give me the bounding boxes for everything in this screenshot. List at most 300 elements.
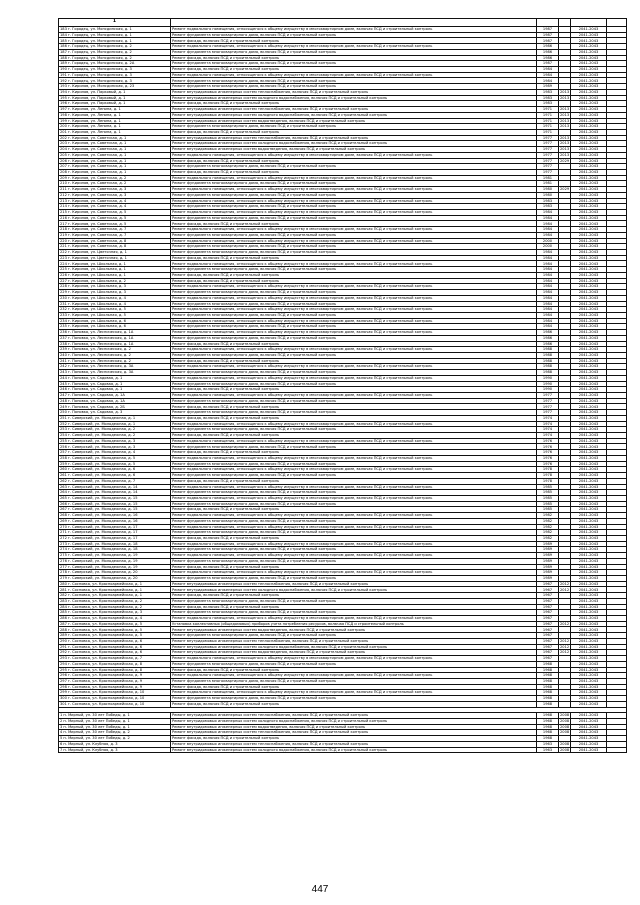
work-type-cell: Ремонт подвального помещения, относящегося к общему имуществу в многоквартирном доме, включая ПСД и строительный контроль — [171, 187, 537, 193]
header-cell-2 — [171, 19, 537, 27]
planned-period-cell: 2041-2043 — [571, 352, 607, 358]
work-type-cell: Ремонт фасада, включая ПСД и строительный контроль — [171, 535, 537, 541]
year-built-cell: 1987 — [537, 32, 559, 38]
work-type-cell: Ремонт фундамента многоквартирного дома, включая ПСД и строительный контроль — [171, 696, 537, 702]
address-cell: 3 п. Мирный, ул. 30 лет Победы, д. 1 — [59, 724, 171, 730]
address-cell: 203 г. Кирилов, ул. Советская, д. 1 — [59, 141, 171, 147]
work-type-cell: Ремонт фасада, включая ПСД и строительный контроль — [171, 358, 537, 364]
year-built-cell: 1974 — [537, 421, 559, 427]
planned-period-cell: 2041-2043 — [571, 318, 607, 324]
year-built-cell: 1984 — [537, 290, 559, 296]
planned-period-cell: 2041-2043 — [571, 478, 607, 484]
address-cell: 194 г. Кирилов, ул. Парковый, д. 1 — [59, 89, 171, 95]
year-built-cell: 1988 — [537, 358, 559, 364]
planned-period-cell: 2041-2043 — [571, 490, 607, 496]
address-cell: 227 г. Кирилов, ул. Школьная, д. 2 — [59, 278, 171, 284]
year-built-cell: 1967 — [537, 587, 559, 593]
planned-period-cell: 2041-2043 — [571, 501, 607, 507]
year-built-cell: 1963 — [537, 741, 559, 747]
planned-period-cell: 2041-2043 — [571, 370, 607, 376]
address-cell: 195 г. Кирилов, ул. Парковый, д. 1 — [59, 95, 171, 101]
year-built-cell: 1988 — [537, 347, 559, 353]
work-type-cell: Ремонт фасада, включая ПСД и строительный контроль — [171, 415, 537, 421]
work-type-cell: Ремонт внутридомовых инженерных систем холодного водоснабжения, включая ПСД и строительный контроль — [171, 718, 537, 724]
year-built-cell: 1967 — [537, 656, 559, 662]
address-cell: 220 г. Кирилов, ул. Советская, д. 8 — [59, 238, 171, 244]
address-cell: 274 г. Сиверский, ул. Молодежная, д. 18 — [59, 547, 171, 553]
address-cell: 190 г. Городец, ул. Мопсдинская, д. 3 — [59, 67, 171, 73]
year-built-cell: 1968 — [537, 713, 559, 719]
planned-period-cell: 2041-2043 — [571, 358, 607, 364]
planned-period-cell: 2041-2043 — [571, 558, 607, 564]
planned-period-cell: 2041-2043 — [571, 55, 607, 61]
address-cell: 295 г. Сосновка, ул. Красноармейская, д. 8 — [59, 667, 171, 673]
address-cell: 6 п. Мирный, ул. Клубная, д. 3 — [59, 741, 171, 747]
address-cell: 266 г. Сиверский, ул. Молодежная, д. 15 — [59, 501, 171, 507]
work-type-cell: Ремонт фасада, включая ПСД и строительный контроль — [171, 450, 537, 456]
planned-period-cell: 2041-2043 — [571, 198, 607, 204]
year-built-cell: 1977 — [537, 141, 559, 147]
header-cell-3 — [537, 19, 559, 27]
work-type-cell: Ремонт фундамента многоквартирного дома, включая ПСД и строительный контроль — [171, 661, 537, 667]
work-type-cell: Ремонт фундамента многоквартирного дома, включая ПСД и строительный контроль — [171, 232, 537, 238]
address-cell: 234 г. Кирилов, ул. Школьная, д. 6 — [59, 318, 171, 324]
year-built-cell: 1977 — [537, 404, 559, 410]
planned-period-cell: 2041-2043 — [571, 433, 607, 439]
year-built-cell: 1982 — [537, 518, 559, 524]
year-built-cell: 1976 — [537, 438, 559, 444]
work-type-cell: Ремонт фасада, включая ПСД и строительный контроль — [171, 667, 537, 673]
last-repair-cell: 2013 — [560, 147, 570, 152]
work-type-cell: Ремонт фасада, включая ПСД и строительный контроль — [171, 736, 537, 742]
year-built-cell: 1977 — [537, 135, 559, 141]
last-repair-cell: 2012 — [560, 650, 570, 655]
address-cell: 264 г. Сиверский, ул. Молодежная, д. 14 — [59, 490, 171, 496]
year-built-cell: 1989 — [537, 547, 559, 553]
address-cell: 199 г. Кирилов, ул. Ленина, д. 1 — [59, 118, 171, 124]
last-repair-cell: 2008 — [560, 719, 570, 724]
work-type-cell: Ремонт фундамента многоквартирного дома, включая ПСД и строительный контроль — [171, 530, 537, 536]
work-type-cell: Ремонт подвального помещения, относящегося к общему имуществу в многоквартирном доме, включая ПСД и строительный контроль — [171, 375, 537, 381]
year-built-cell: 1974 — [537, 427, 559, 433]
work-type-cell: Ремонт фундамента многоквартирного дома, включая ПСД и строительный контроль — [171, 610, 537, 616]
planned-period-cell: 2041-2043 — [571, 627, 607, 633]
work-type-cell: Ремонт подвального помещения, относящегося к общему имуществу в многоквартирном доме, включая ПСД и строительный контроль — [171, 690, 537, 696]
work-type-cell: Ремонт подвального помещения, относящегося к общему имуществу в многоквартирном доме, включая ПСД и строительный контроль — [171, 330, 537, 336]
planned-period-cell: 2041-2043 — [571, 696, 607, 702]
work-type-cell: Ремонт подвального помещения, относящегося к общему имуществу в многоквартирном доме, включая ПСД и строительный контроль — [171, 467, 537, 473]
year-built-cell: 1974 — [537, 415, 559, 421]
address-cell: 250 г. Поповка, ул. Садовая, д. 3 — [59, 410, 171, 416]
planned-period-cell: 2041-2043 — [571, 650, 607, 656]
work-type-cell: Ремонт фасада, включая ПСД и строительный контроль — [171, 38, 537, 44]
planned-period-cell: 2041-2043 — [571, 718, 607, 724]
year-built-cell: 1971 — [537, 107, 559, 113]
last-repair-cell: 2029 — [560, 187, 570, 192]
header-cell-1: 1 — [59, 19, 171, 27]
year-built-cell: 1984 — [537, 232, 559, 238]
year-built-cell: 1976 — [537, 444, 559, 450]
work-type-cell: Ремонт внутридомовых инженерных систем водоотведения, включая ПСД и строительный контроль — [171, 627, 537, 633]
year-built-cell: 1968 — [537, 696, 559, 702]
planned-period-cell: 2041-2043 — [571, 101, 607, 107]
planned-period-cell: 2041-2043 — [571, 210, 607, 216]
work-type-cell: Ремонт фасада, включая ПСД и строительный контроль — [171, 604, 537, 610]
work-type-cell: Ремонт подвального помещения, относящегося к общему имуществу в многоквартирном доме, включая ПСД и строительный контроль — [171, 421, 537, 427]
planned-period-cell: 2041-2043 — [571, 267, 607, 273]
planned-period-cell: 2041-2043 — [571, 112, 607, 118]
address-cell: 7 п. Мирный, ул. Клубная, д. 3 — [59, 747, 171, 753]
work-type-cell: Ремонт фундамента многоквартирного дома, включая ПСД и строительный контроль — [171, 370, 537, 376]
year-built-cell: 1984 — [537, 318, 559, 324]
planned-period-cell: 2041-2043 — [571, 667, 607, 673]
address-cell: 242 г. Поповка, ул. Лесническая, д. 3А — [59, 364, 171, 370]
year-built-cell: 1986 — [537, 55, 559, 61]
year-built-cell: 1984 — [537, 250, 559, 256]
address-cell: 289 г. Сосновка, ул. Красноармейская, д. 5 — [59, 633, 171, 639]
year-built-cell: 1984 — [537, 284, 559, 290]
planned-period-cell: 2041-2043 — [571, 610, 607, 616]
address-cell: 197 г. Кирилов, ул. Ленина, д. 1 — [59, 107, 171, 113]
work-type-cell: Ремонт фундамента многоквартирного дома, включая ПСД и строительный контроль — [171, 558, 537, 564]
year-built-cell: 1986 — [537, 341, 559, 347]
work-type-cell: Ремонт фундамента многоквартирного дома, включая ПСД и строительный контроль — [171, 598, 537, 604]
address-cell: 293 г. Сосновка, ул. Красноармейская, д. 7 — [59, 656, 171, 662]
work-type-cell: Ремонт внутридомовых инженерных систем водоотведения, включая ПСД и строительный контроль — [171, 147, 537, 153]
year-built-cell: 1968 — [537, 701, 559, 707]
year-built-cell: 1971 — [537, 112, 559, 118]
work-type-cell: Ремонт подвального помещения, относящегося к общему имуществу в многоквартирном доме, включая ПСД и строительный контроль — [171, 227, 537, 233]
address-cell: 288 г. Сосновка, ул. Красноармейская, д. 5 — [59, 627, 171, 633]
year-built-cell: 1984 — [537, 295, 559, 301]
year-built-cell: 1990 — [537, 387, 559, 393]
planned-period-cell: 2041-2043 — [571, 495, 607, 501]
planned-period-cell: 2041-2043 — [571, 169, 607, 175]
work-type-cell: Ремонт фундамента многоквартирного дома, включая ПСД и строительный контроль — [171, 49, 537, 55]
work-type-cell: Ремонт внутридомовых инженерных систем холодного водоснабжения, включая ПСД и строительный контроль — [171, 95, 537, 101]
year-built-cell: 1968 — [537, 718, 559, 724]
last-repair-cell: 2013 — [560, 118, 570, 123]
address-cell: 193 г. Кирилов, ул. Мопсдинская, д. 23 — [59, 84, 171, 90]
last-repair-cell: 2012 — [560, 587, 570, 592]
address-cell: 205 г. Кирилов, ул. Советская, д. 1 — [59, 152, 171, 158]
planned-period-cell: 2041-2043 — [571, 690, 607, 696]
planned-period-cell: 2041-2043 — [571, 587, 607, 593]
address-cell: 222 г. Кирилов, ул. Цветочная, д. 1 — [59, 250, 171, 256]
address-cell: 204 г. Кирилов, ул. Советская, д. 1 — [59, 147, 171, 153]
work-type-cell: Ремонт внутридомовых инженерных систем теплоснабжения, включая ПСД и строительный контроль — [171, 638, 537, 644]
work-type-cell: Ремонт фундамента многоквартирного дома, включая ПСД и строительный контроль — [171, 204, 537, 210]
table-header-row — [59, 19, 627, 27]
year-built-cell: 1986 — [537, 335, 559, 341]
planned-period-cell: 2041-2043 — [571, 484, 607, 490]
year-built-cell: 1968 — [537, 730, 559, 736]
planned-period-cell: 2041-2043 — [571, 724, 607, 730]
year-built-cell: 1989 — [537, 570, 559, 576]
planned-period-cell: 2041-2043 — [571, 187, 607, 193]
planned-period-cell: 2041-2043 — [571, 129, 607, 135]
year-built-cell: 1989 — [537, 576, 559, 582]
address-cell: 229 г. Кирилов, ул. Школьная, д. 3 — [59, 290, 171, 296]
last-repair-cell: 2008 — [560, 730, 570, 735]
address-cell: 297 г. Сосновка, ул. Красноармейская, д. 9 — [59, 678, 171, 684]
year-built-cell: 1971 — [537, 118, 559, 124]
year-built-cell: 1971 — [537, 124, 559, 130]
year-built-cell: 1985 — [537, 507, 559, 513]
work-type-cell: Ремонт подвального помещения, относящегося к общему имуществу в многоквартирном доме, включая ПСД и строительный контроль — [171, 175, 537, 181]
year-built-cell: 1982 — [537, 535, 559, 541]
address-cell: 238 г. Поповка, ул. Лесническая, д. 1А — [59, 341, 171, 347]
planned-period-cell: 2041-2043 — [571, 747, 607, 753]
year-built-cell: 1986 — [537, 330, 559, 336]
planned-period-cell: 2041-2043 — [571, 444, 607, 450]
work-type-cell: Ремонт подвального помещения, относящегося к общему имуществу в многоквартирном доме, включая ПСД и строительный контроль — [171, 347, 537, 353]
planned-period-cell: 2041-2043 — [571, 713, 607, 719]
planned-period-cell: 2041-2043 — [571, 290, 607, 296]
address-cell: 201 г. Кирилов, ул. Ленина, д. 1 — [59, 129, 171, 135]
planned-period-cell: 2041-2043 — [571, 404, 607, 410]
address-cell: 273 г. Сиверский, ул. Молодежная, д. 18 — [59, 541, 171, 547]
address-cell: 212 г. Кирилов, ул. Советская, д. 3 — [59, 192, 171, 198]
planned-period-cell: 2041-2043 — [571, 84, 607, 90]
planned-period-cell: 2041-2043 — [571, 661, 607, 667]
last-repair-cell: 2013 — [560, 107, 570, 112]
work-type-cell: Ремонт фундамента многоквартирного дома, включая ПСД и строительный контроль — [171, 84, 537, 90]
planned-period-cell: 2041-2043 — [571, 221, 607, 227]
year-built-cell: 1977 — [537, 164, 559, 170]
planned-period-cell: 2041-2043 — [571, 72, 607, 78]
year-built-cell: 1968 — [537, 684, 559, 690]
planned-period-cell: 2041-2043 — [571, 598, 607, 604]
planned-period-cell: 2041-2043 — [571, 250, 607, 256]
planned-period-cell: 2041-2043 — [571, 232, 607, 238]
planned-period-cell: 2041-2043 — [571, 518, 607, 524]
work-type-cell: Ремонт фундамента многоквартирного дома, включая ПСД и строительный контроль — [171, 181, 537, 187]
address-cell: 208 г. Кирилов, ул. Советская, д. 1 — [59, 169, 171, 175]
year-built-cell: 1989 — [537, 553, 559, 559]
work-type-cell: Установка коллективных (общедомовых) приборов учета потребления ресурсов, включая ПСД и строительный контроль — [171, 621, 537, 627]
address-cell: 196 г. Кирилов, ул. Парковый, д. 1 — [59, 101, 171, 107]
planned-period-cell: 2041-2043 — [571, 118, 607, 124]
planned-period-cell: 2041-2043 — [571, 455, 607, 461]
address-cell: 209 г. Кирилов, ул. Советская, д. 2 — [59, 175, 171, 181]
address-cell: 251 г. Сиверский, ул. Молодежная, д. 1 — [59, 415, 171, 421]
address-cell: 257 г. Сиверский, ул. Молодежная, д. 4 — [59, 450, 171, 456]
address-cell: 185 г. Городец, ул. Мопсдинская, д. 1 — [59, 38, 171, 44]
year-built-cell: 1971 — [537, 129, 559, 135]
work-type-cell: Ремонт подвального помещения, относящегося к общему имуществу в многоквартирном доме, включая ПСД и строительный контроль — [171, 541, 537, 547]
address-cell: 299 г. Сосновка, ул. Красноармейская, д. 10 — [59, 690, 171, 696]
work-type-cell: Ремонт подвального помещения, относящегося к общему имуществу в многоквартирном доме, включая ПСД и строительный контроль — [171, 152, 537, 158]
year-built-cell: 1981 — [537, 175, 559, 181]
year-built-cell: 1967 — [537, 627, 559, 633]
work-type-cell: Ремонт фундамента многоквартирного дома, включая ПСД и строительный контроль — [171, 61, 537, 67]
last-repair-cell: 2012 — [560, 621, 570, 626]
work-type-cell: Ремонт фундамента многоквартирного дома, включая ПСД и строительный контроль — [171, 547, 537, 553]
planned-period-cell: 2041-2043 — [571, 684, 607, 690]
work-type-cell: Ремонт подвального помещения, относящегося к общему имуществу в многоквартирном доме, включая ПСД и строительный контроль — [171, 553, 537, 559]
work-type-cell: Ремонт подвального помещения, относящегося к общему имуществу в многоквартирном доме, включая ПСД и строительный контроль — [171, 513, 537, 519]
work-type-cell: Ремонт фасада, включая ПСД и строительный контроль — [171, 507, 537, 513]
planned-period-cell: 2041-2043 — [571, 141, 607, 147]
address-cell: 269 г. Сиверский, ул. Молодежная, д. 16 — [59, 518, 171, 524]
header-cell-6 — [607, 19, 627, 27]
address-cell: 254 г. Сиверский, ул. Молодежная, д. 2 — [59, 433, 171, 439]
year-built-cell: 1967 — [537, 593, 559, 599]
work-type-cell: Ремонт фундамента многоквартирного дома, включая ПСД и строительный контроль — [171, 633, 537, 639]
year-built-cell: 1968 — [537, 667, 559, 673]
planned-period-cell: 2041-2043 — [571, 638, 607, 644]
last-repair-cell: 2013 — [560, 112, 570, 117]
address-cell: 281 г. Сосновка, ул. Красноармейская, д. 1 — [59, 587, 171, 593]
planned-period-cell: 2041-2043 — [571, 61, 607, 67]
address-cell: 189 г. Городец, ул. Мопсдинская, д. 2А — [59, 61, 171, 67]
address-cell: 216 г. Кирилов, ул. Советская, д. 5 — [59, 215, 171, 221]
address-cell: 235 г. Кирилов, ул. Школьная, д. 6 — [59, 324, 171, 330]
year-built-cell: 1984 — [537, 307, 559, 313]
address-cell: 214 г. Кирилов, ул. Советская, д. 4 — [59, 204, 171, 210]
work-type-cell: Ремонт фасада, включая ПСД и строительный контроль — [171, 593, 537, 599]
address-cell: 294 г. Сосновка, ул. Красноармейская, д. 8 — [59, 661, 171, 667]
year-built-cell: 1980 — [537, 192, 559, 198]
year-built-cell: 1982 — [537, 524, 559, 530]
address-cell: 188 г. Городец, ул. Мопсдинская, д. 2 — [59, 55, 171, 61]
year-built-cell: 1984 — [537, 67, 559, 73]
address-cell: 198 г. Кирилов, ул. Ленина, д. 1 — [59, 112, 171, 118]
work-type-cell: Ремонт фундамента многоквартирного дома, включая ПСД и строительный контроль — [171, 324, 537, 330]
year-built-cell: 1985 — [537, 495, 559, 501]
work-type-cell: Ремонт фундамента многоквартирного дома, включая ПСД и строительный контроль — [171, 501, 537, 507]
last-repair-cell: 2013 — [560, 135, 570, 140]
last-repair-cell: 2013 — [560, 95, 570, 100]
planned-period-cell: 2041-2043 — [571, 570, 607, 576]
planned-period-cell: 2041-2043 — [571, 124, 607, 130]
work-type-cell: Ремонт фундамента многоквартирного дома, включая ПСД и строительный контроль — [171, 32, 537, 38]
work-type-cell: Ремонт внутридомовых инженерных систем холодного водоснабжения, включая ПСД и строительный контроль — [171, 587, 537, 593]
address-cell: 252 г. Сиверский, ул. Молодежная, д. 1 — [59, 421, 171, 427]
planned-period-cell: 2041-2043 — [571, 147, 607, 153]
address-cell: 213 г. Кирилов, ул. Советская, д. 4 — [59, 198, 171, 204]
year-built-cell: 1982 — [537, 513, 559, 519]
year-built-cell: 1978 — [537, 478, 559, 484]
work-type-cell: Ремонт фундамента многоквартирного дома, включая ПСД и строительный контроль — [171, 461, 537, 467]
address-cell: 202 г. Кирилов, ул. Советская, д. 1 — [59, 135, 171, 141]
work-type-cell: Ремонт подвального помещения, относящегося к общему имуществу в многоквартирном доме, включая ПСД и строительный контроль — [171, 673, 537, 679]
year-built-cell: 1987 — [537, 27, 559, 33]
planned-period-cell: 2041-2043 — [571, 736, 607, 742]
planned-period-cell: 2041-2043 — [571, 398, 607, 404]
year-built-cell: 1985 — [537, 501, 559, 507]
year-built-cell: 1968 — [537, 724, 559, 730]
work-type-cell: Ремонт подвального помещения, относящегося к общему имуществу в многоквартирном доме, включая ПСД и строительный контроль — [171, 616, 537, 622]
planned-period-cell: 2041-2043 — [571, 261, 607, 267]
year-built-cell: 1977 — [537, 169, 559, 175]
page-number: 447 — [311, 884, 329, 895]
work-type-cell: Ремонт фасада, включая ПСД и строительный контроль — [171, 433, 537, 439]
work-type-cell: Ремонт подвального помещения, относящегося к общему имуществу в многоквартирном доме, включая ПСД и строительный контроль — [171, 307, 537, 313]
planned-period-cell: 2041-2043 — [571, 427, 607, 433]
planned-period-cell: 2041-2043 — [571, 32, 607, 38]
address-cell: 245 г. Поповка, ул. Садовая, д. 1 — [59, 381, 171, 387]
work-type-cell: Ремонт фасада, включая ПСД и строительный контроль — [171, 278, 537, 284]
work-type-cell: Ремонт подвального помещения, относящегося к общему имуществу в многоквартирном доме, включая ПСД и строительный контроль — [171, 238, 537, 244]
address-cell: 267 г. Сиверский, ул. Молодежная, д. 15 — [59, 507, 171, 513]
address-cell: 221 г. Кирилов, ул. Советская, д. 8 — [59, 244, 171, 250]
planned-period-cell: 2041-2043 — [571, 524, 607, 530]
planned-period-cell: 2041-2043 — [571, 421, 607, 427]
extra-cell — [607, 747, 627, 753]
address-cell: 239 г. Поповка, ул. Лесническая, д. 2 — [59, 347, 171, 353]
program-table — [58, 18, 627, 753]
last-repair-cell: 2029 — [560, 158, 570, 163]
year-built-cell: 1984 — [537, 210, 559, 216]
planned-period-cell: 2041-2043 — [571, 581, 607, 587]
planned-period-cell: 2041-2043 — [571, 164, 607, 170]
planned-period-cell: 2041-2043 — [571, 255, 607, 261]
work-type-cell: Ремонт подвального помещения, относящегося к общему имуществу в многоквартирном доме, включая ПСД и строительный контроль — [171, 210, 537, 216]
address-cell: 275 г. Сиверский, ул. Молодежная, д. 19 — [59, 553, 171, 559]
address-cell: 255 г. Сиверский, ул. Молодежная, д. 3 — [59, 438, 171, 444]
planned-period-cell: 2041-2043 — [571, 312, 607, 318]
year-built-cell: 1984 — [537, 267, 559, 273]
year-built-cell: 2000 — [537, 244, 559, 250]
work-type-cell: Ремонт подвального помещения, относящегося к общему имуществу в многоквартирном доме, включая ПСД и строительный контроль — [171, 438, 537, 444]
work-type-cell: Ремонт внутридомовых инженерных систем холодного водоснабжения, включая ПСД и строительный контроль — [171, 112, 537, 118]
planned-period-cell: 2041-2043 — [571, 415, 607, 421]
year-built-cell: 1984 — [537, 255, 559, 261]
planned-period-cell: 2041-2043 — [571, 158, 607, 164]
work-type-cell: Ремонт фундамента многоквартирного дома, включая ПСД и строительный контроль — [171, 78, 537, 84]
header-cell-5 — [571, 19, 607, 27]
planned-period-cell: 2041-2043 — [571, 541, 607, 547]
year-built-cell: 1976 — [537, 450, 559, 456]
year-built-cell: 1977 — [537, 393, 559, 399]
planned-period-cell: 2041-2043 — [571, 244, 607, 250]
address-cell: 253 г. Сиверский, ул. Молодежная, д. 2 — [59, 427, 171, 433]
address-cell: 233 г. Кирилов, ул. Школьная, д. 5 — [59, 312, 171, 318]
work-type-cell: Ремонт фасада, включая ПСД и строительный контроль — [171, 478, 537, 484]
planned-period-cell: 2041-2043 — [571, 604, 607, 610]
year-built-cell: 1968 — [537, 661, 559, 667]
address-cell: 236 г. Поповка, ул. Лесническая, д. 1А — [59, 330, 171, 336]
work-type-cell: Ремонт фундамента многоквартирного дома, включая ПСД и строительный контроль — [171, 410, 537, 416]
year-built-cell: 1977 — [537, 147, 559, 153]
planned-period-cell: 2041-2043 — [571, 576, 607, 582]
planned-period-cell: 2041-2043 — [571, 473, 607, 479]
planned-period-cell: 2041-2043 — [571, 27, 607, 33]
address-cell: 200 г. Кирилов, ул. Ленина, д. 1 — [59, 124, 171, 130]
planned-period-cell: 2041-2043 — [571, 633, 607, 639]
planned-period-cell: 2041-2043 — [571, 38, 607, 44]
address-cell: 265 г. Сиверский, ул. Молодежная, д. 15 — [59, 495, 171, 501]
address-cell: 230 г. Кирилов, ул. Школьная, д. 4 — [59, 295, 171, 301]
work-type-cell: Ремонт внутридомовых инженерных систем водоотведения, включая ПСД и строительный контроль — [171, 724, 537, 730]
planned-period-cell: 2041-2043 — [571, 621, 607, 627]
address-cell: 223 г. Кирилов, ул. Цветочная, д. 1 — [59, 255, 171, 261]
address-cell: 292 г. Сосновка, ул. Красноармейская, д. 6 — [59, 650, 171, 656]
planned-period-cell: 2041-2043 — [571, 730, 607, 736]
address-cell: 248 г. Поповка, ул. Садовая, д. 1А — [59, 398, 171, 404]
year-built-cell: 1984 — [537, 324, 559, 330]
planned-period-cell: 2041-2043 — [571, 461, 607, 467]
year-built-cell: 1967 — [537, 598, 559, 604]
work-type-cell: Ремонт фасада, включая ПСД и строительный контроль — [171, 255, 537, 261]
work-type-cell: Ремонт внутридомовых инженерных систем холодного водоснабжения, включая ПСД и строительный контроль — [171, 747, 537, 753]
work-type-cell: Ремонт фундамента многоквартирного дома, включая ПСД и строительный контроль — [171, 250, 537, 256]
year-built-cell: 1983 — [537, 198, 559, 204]
year-built-cell: 1977 — [537, 410, 559, 416]
address-cell: 277 г. Сиверский, ул. Молодежная, д. 19 — [59, 564, 171, 570]
